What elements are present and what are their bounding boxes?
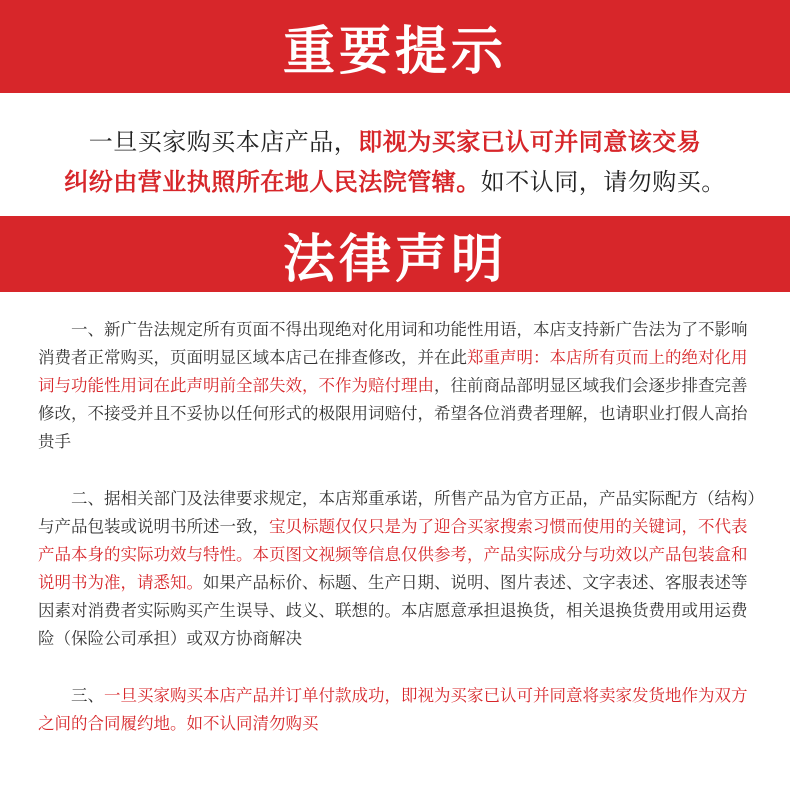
legal-p3-text-a: 三、 — [71, 686, 104, 705]
legal-statement-body — [38, 316, 760, 767]
legal-p2-emphasis: 宝贝标题仅仅只是为了迎合买家搜索习惯而使用的关键词，不代表产品本身的实际功效与特性。本页图文视频等信息仅供参考，产品实际成分与功效以产品包装盒和说明书为准，请悉知。 — [38, 517, 748, 592]
legal-p1-text-b: ，往前商品部明显区域我们会逐步排查完善修改，不接受并且不妥协以任何形式的极限用词赔付，希望各位消费者理解，也请职业打假人高抬贵手 — [38, 376, 748, 451]
notice-line2-emphasis: 纠纷由营业执照所在地人民法院管辖。 — [64, 168, 481, 196]
notice-line1-emphasis: 即视为买家已认可并同意该交易 — [358, 128, 702, 156]
legal-p1-text-a: 一、新广告法规定所有页面不得出现绝对化用词和功能性用语，本店支持新广告法为了不影响消费者正常购买，页面明显区域本店己在排查修改，并在此 — [38, 320, 748, 367]
notice-line2-plain: 如不认同，请勿购买。 — [480, 168, 726, 196]
legal-statement-title: 法律声明 — [282, 229, 507, 290]
legal-p2-text-a: 二、据相关部门及法律要求规定，本店郑重承诺，所售产品为官方正品，产品实际配方（结构）与产品包装或说明书所述一致， — [38, 489, 756, 536]
notice-line-1 — [0, 122, 790, 162]
important-notice-title: 重要提示 — [282, 22, 507, 82]
legal-p2-text-b: 如果产品标价、标题、生产日期、说明、图片表述、文字表述、客服表述等因素对消费者实际购买产生误导、歧义、联想的。本店愿意承担退换货，相关退换货费用或用运费险（保险公司承担）或双方协商解决 — [38, 573, 748, 648]
legal-paragraph-2 — [38, 485, 760, 653]
important-notice-banner — [0, 0, 790, 93]
notice-line-2 — [0, 162, 790, 202]
legal-paragraph-1 — [38, 316, 760, 456]
legal-p3-emphasis: 一旦买家购买本店产品并订单付款成功，即视为买家已认可并同意将卖家发货地作为双方之间的合同履约地。如不认同清勿购买 — [38, 686, 748, 733]
legal-paragraph-3 — [38, 682, 760, 738]
notice-text — [0, 122, 790, 202]
notice-line1-plain: 一旦买家购买本店产品， — [88, 128, 359, 156]
legal-p1-emphasis: 郑重声明：本店所有页而上的绝对化用词与功能性用词在此声明前全部失效，不作为赔付理由 — [38, 348, 748, 395]
legal-statement-banner — [0, 216, 790, 292]
